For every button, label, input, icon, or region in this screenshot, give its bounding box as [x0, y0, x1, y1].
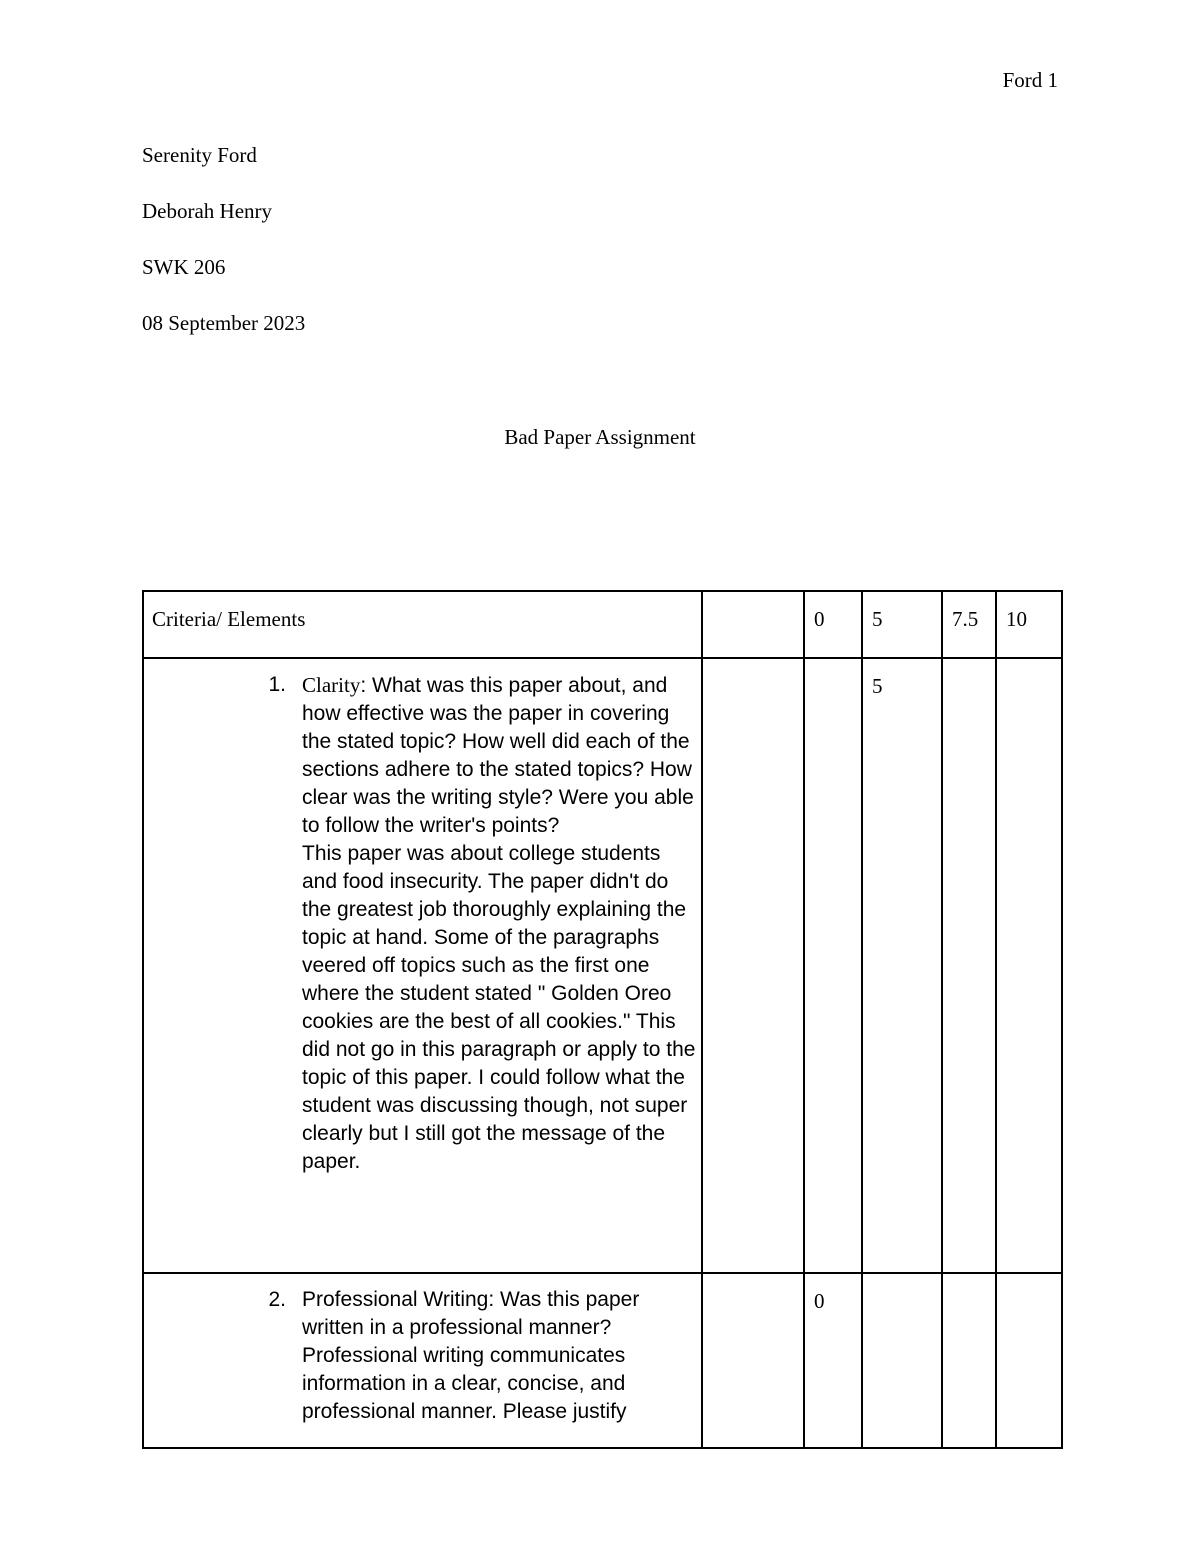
blank-cell: [702, 1273, 804, 1448]
instructor-name: Deborah Henry: [142, 199, 273, 223]
item-question-text: : Was this paper written in a professional manner? Professional writing communicates information in a clear, concise, and professional manner. Please justify: [302, 1288, 640, 1423]
item-label: Professional Writing: [302, 1288, 489, 1311]
score-header-0: 0: [804, 591, 862, 658]
item-response: This paper was about college students and food insecurity. The paper didn't do the greatest job thoroughly explaining the topic at hand. Some of the paragraphs veered off topics such as the first one where the student stated " Golden Oreo cookies are the best of all cookies." This did not go in this paragraph or apply to the topic of this paper. I could follow what the student was discussing though, not super clearly but I still got the message of the paper.: [302, 842, 696, 1173]
criteria-cell: [143, 1273, 702, 1448]
student-name: Serenity Ford: [142, 143, 257, 167]
course-code: SWK 206: [142, 255, 226, 279]
score-cell-7-5: [942, 1273, 996, 1448]
item-number: 2.: [268, 1288, 286, 1311]
item-question: [302, 671, 701, 840]
rubric-table: [142, 590, 1063, 1449]
score-cell-10: [996, 1273, 1062, 1448]
criteria-header: Criteria/ Elements: [143, 591, 702, 658]
submission-date: 08 September 2023: [142, 311, 306, 335]
blank-header: [702, 591, 804, 658]
score-cell-5: 5: [862, 658, 942, 1273]
item-question: [302, 1286, 701, 1426]
criteria-item: [144, 1274, 701, 1426]
document-title: Bad Paper Assignment: [504, 425, 696, 449]
score-header-5: 5: [862, 591, 942, 658]
score-cell-7-5: [942, 658, 996, 1273]
score-header-7-5: 7.5: [942, 591, 996, 658]
criteria-item: [144, 659, 701, 1176]
item-question-text: : What was this paper about, and how effective was the paper in covering the stated topic? How well did each of the sections adhere to the stated topics? How clear was the writing style? Were you able to follow the writer's points?: [302, 674, 694, 837]
score-cell-5: [862, 1273, 942, 1448]
score-cell-10: [996, 658, 1062, 1273]
rubric-header-row: [143, 591, 1062, 658]
item-text: [302, 1286, 701, 1426]
item-text: [302, 671, 701, 1176]
score-cell-0: 0: [804, 1273, 862, 1448]
item-number: 1.: [268, 673, 286, 696]
page-header: Ford 1: [1002, 68, 1058, 92]
blank-cell: [702, 658, 804, 1273]
score-cell-0: [804, 658, 862, 1273]
rubric-row-professional-writing: [143, 1273, 1062, 1448]
score-header-10: 10: [996, 591, 1062, 658]
item-label: Clarity: [302, 673, 361, 697]
criteria-cell: [143, 658, 702, 1273]
rubric-row-clarity: [143, 658, 1062, 1273]
